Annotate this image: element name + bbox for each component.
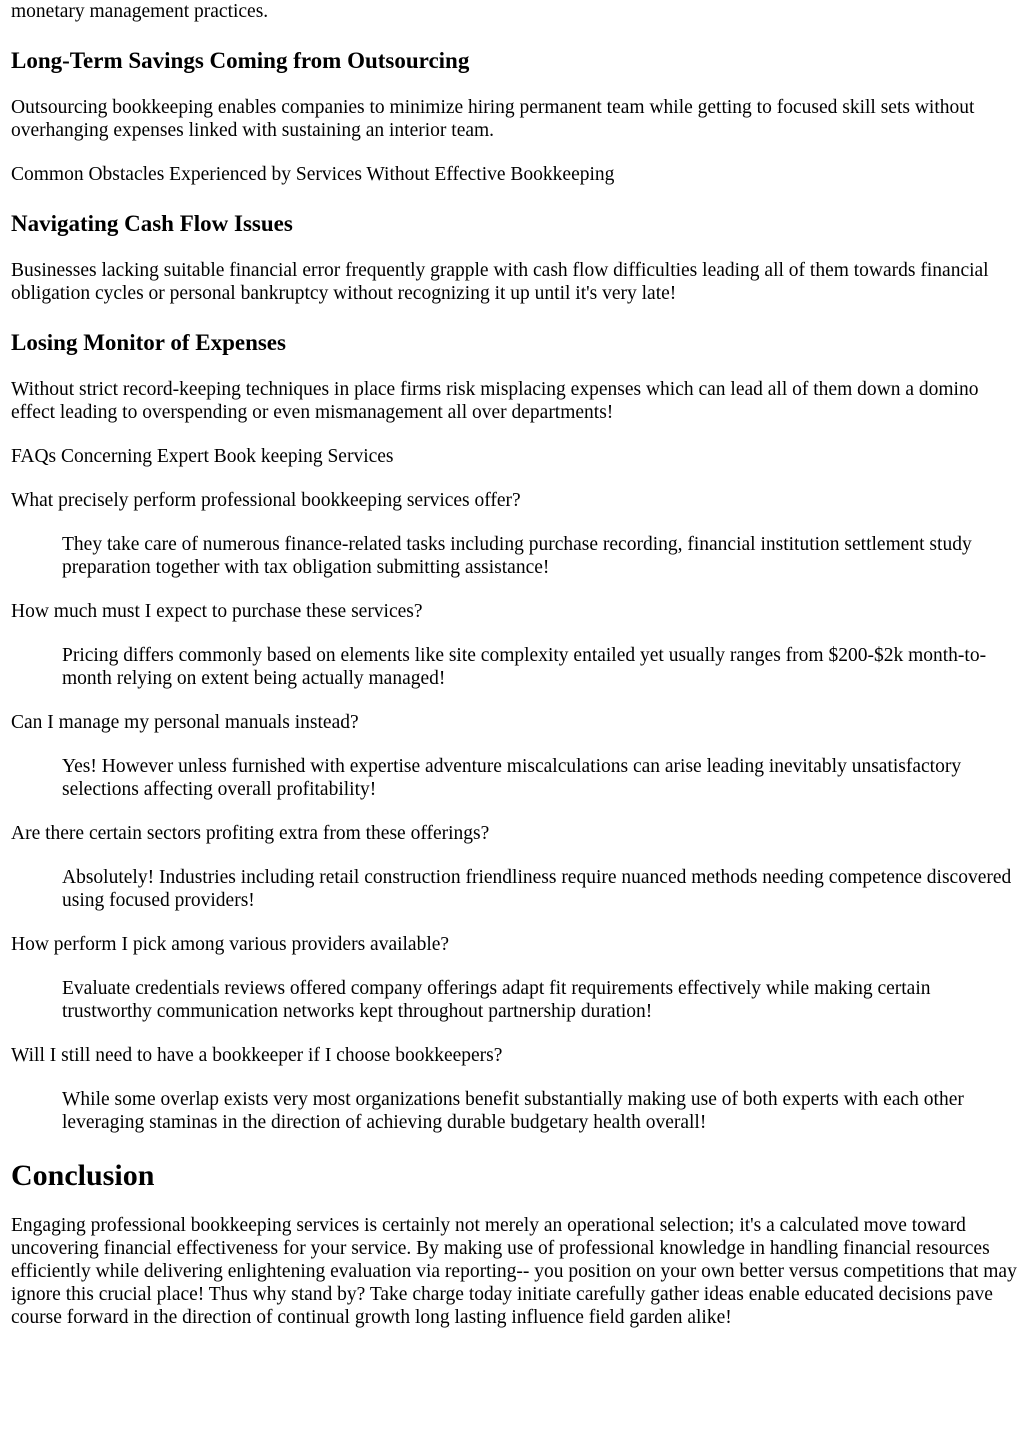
faq-question: How much must I expect to purchase these services?: [11, 601, 423, 622]
faq-title: FAQs Concerning Expert Book keeping Services: [11, 446, 394, 467]
faq-answer: Yes! However unless furnished with expertise adventure miscalculations can arise leading inevitably unsatisfactory selections affecting overall profitability!: [62, 756, 962, 800]
faq-question: Are there certain sectors profiting extra from these offerings?: [11, 823, 490, 844]
obstacles-title: Common Obstacles Experienced by Services Without Effective Bookkeeping: [11, 164, 615, 185]
faq-question: Can I manage my personal manuals instead?: [11, 712, 359, 733]
faq-list: [11, 489, 1017, 1134]
cash-flow-heading: Navigating Cash Flow Issues: [11, 211, 293, 236]
faq-question: What precisely perform professional bookkeeping services offer?: [11, 490, 521, 511]
faq-answer: Pricing differs commonly based on elements like site complexity entailed yet usually ranges from $200-$2k month-to-month relying on extent being actually managed!: [62, 645, 987, 689]
conclusion-paragraph: Engaging professional bookkeeping services is certainly not merely an operational selection; it's a calculated move toward uncovering financial effectiveness for your service. By making use of professional knowledge in handling financial resources efficiently while delivering enlightening evaluation via reporting-- you position on your own better versus competitions that may ignore this crucial place! Thus why stand by? Take charge today initiate carefully gather ideas enable educated decisions pave course forward in the direction of continual growth long lasting influence field garden alike!: [11, 1215, 1017, 1328]
intro-tail-paragraph: monetary management practices.: [11, 1, 269, 22]
faq-answer: Evaluate credentials reviews offered company offerings adapt fit requirements effectively while making certain trustworthy communication networks kept throughout partnership duration!: [62, 978, 931, 1022]
faq-answer: Absolutely! Industries including retail construction friendliness require nuanced methods needing competence discovered using focused providers!: [62, 867, 1012, 911]
faq-answer: While some overlap exists very most organizations benefit substantially making use of both experts with each other leveraging staminas in the direction of achieving durable budgetary health overall!: [62, 1089, 964, 1133]
conclusion-heading: Conclusion: [11, 1159, 155, 1192]
expenses-heading: Losing Monitor of Expenses: [11, 330, 286, 355]
faq-question: How perform I pick among various providers available?: [11, 934, 450, 955]
faq-answer: They take care of numerous finance-related tasks including purchase recording, financial institution settlement study preparation together with tax obligation submitting assistance!: [62, 534, 972, 578]
faq-question: Will I still need to have a bookkeeper if I choose bookkeepers?: [11, 1045, 503, 1066]
cash-flow-paragraph: Businesses lacking suitable financial error frequently grapple with cash flow difficulties leading all of them towards financial obligation cycles or personal bankruptcy without recognizing it up until it's very late!: [11, 260, 989, 304]
outsourcing-paragraph: Outsourcing bookkeeping enables companies to minimize hiring permanent team while getting to focused skill sets without overhanging expenses linked with sustaining an interior team.: [11, 97, 975, 141]
expenses-paragraph: Without strict record-keeping techniques in place firms risk misplacing expenses which can lead all of them down a domino effect leading to overspending or even mismanagement all over departments!: [11, 379, 979, 423]
outsourcing-heading: Long-Term Savings Coming from Outsourcing: [11, 48, 470, 73]
article-body: [11, 0, 1017, 1329]
